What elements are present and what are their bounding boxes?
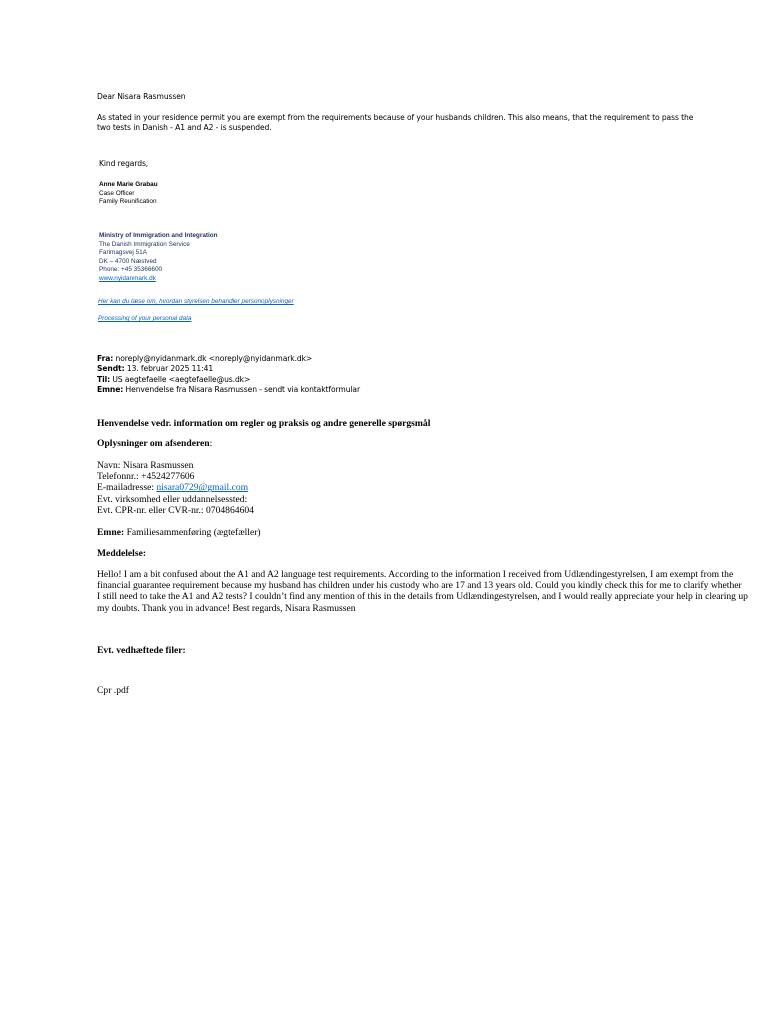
privacy-link-english[interactable]: Processing of your personal data bbox=[98, 315, 192, 322]
reply-body-line: two tests in Danish - A1 and A2 - is suspended. bbox=[97, 123, 272, 133]
header-subject bbox=[97, 385, 360, 395]
header-to-value: US aegtefaelle <aegtefaelle@us.dk> bbox=[110, 374, 251, 384]
signature-phone: Phone: +45 35366600 bbox=[99, 266, 163, 274]
header-sent-value: 13. februar 2025 11:41 bbox=[124, 364, 214, 374]
message-label: Meddelelse: bbox=[97, 548, 147, 559]
signature-ministry: Ministry of Immigration and Integration bbox=[99, 232, 218, 239]
sender-heading-label: Oplysninger om afsenderen bbox=[97, 438, 210, 449]
sender-email bbox=[97, 482, 254, 493]
signature-person bbox=[99, 181, 158, 207]
closing: Kind regards, bbox=[99, 159, 149, 168]
sender-email-label: E-mailadresse: bbox=[97, 482, 157, 494]
form-subject-value: Familiesammenføring (ægtefæller) bbox=[124, 527, 261, 538]
message-line: I still need to take the A1 and A2 tests? I couldn’t find any mention of this in the details from Udlændingestyrelsen, and I would really appreciate your help in clearing up bbox=[97, 591, 748, 603]
signature-street: Farimagsvej 51A bbox=[99, 249, 147, 257]
header-sent-label: Sendt: bbox=[97, 364, 125, 374]
reply-body bbox=[97, 113, 693, 134]
sender-company: Evt. virksomhed eller uddannelsessted: bbox=[97, 493, 248, 505]
signature-city: DK – 4700 Næstved bbox=[99, 257, 157, 265]
attachment-file[interactable]: Cpr .pdf bbox=[97, 685, 129, 696]
sender-details bbox=[97, 460, 254, 516]
website-link[interactable]: www.nyidanmark.dk bbox=[99, 274, 156, 282]
signature-ministry-block bbox=[99, 232, 218, 284]
header-to bbox=[97, 375, 360, 385]
privacy-link-danish[interactable]: Her kan du læse om, hvordan styrelsen behandler personoplysninger bbox=[98, 298, 294, 305]
signature-department: Family Reunification bbox=[99, 198, 157, 206]
sender-email-link[interactable]: nisara0729@gmail.com bbox=[156, 482, 249, 494]
header-subject-value: Henvendelse fra Nisara Rasmussen - sendt via kontaktformular bbox=[123, 384, 360, 394]
header-subject-label: Emne: bbox=[97, 384, 124, 394]
message-line: Hello! I am a bit confused about the A1 and A2 language test requirements. According to the information I received from Udlændingestyrelsen, I am exempt from the bbox=[97, 569, 734, 580]
header-from bbox=[97, 354, 360, 364]
reply-body-line: As stated in your residence permit you are exempt from the requirements because of your husbands children. This also means, that the requirement to pass the bbox=[97, 113, 694, 122]
sender-heading bbox=[97, 438, 212, 449]
form-subject bbox=[97, 527, 261, 538]
form-subject-label: Emne: bbox=[97, 527, 125, 538]
sender-cpr: Evt. CPR-nr. eller CVR-nr.: 0704864604 bbox=[97, 504, 254, 516]
header-sent bbox=[97, 364, 360, 374]
sender-phone: Telefonnr.: +4524277606 bbox=[97, 471, 195, 483]
form-heading: Henvendelse vedr. information om regler og praksis og andre generelle spørgsmål bbox=[97, 418, 431, 429]
message-line: my doubts. Thank you in advance! Best regards, Nisara Rasmussen bbox=[97, 602, 356, 614]
email-header bbox=[97, 354, 360, 395]
message-line: financial guarantee requirement because my husband has children under his custody who are 17 and 13 years old. Could you kindly check this for me to clarify whether bbox=[97, 580, 742, 592]
signature-title: Case Officer bbox=[99, 189, 135, 197]
attachments-label: Evt. vedhæftede filer: bbox=[97, 645, 186, 656]
sender-heading-colon: : bbox=[209, 438, 213, 449]
signature-name: Anne Marie Grabau bbox=[99, 181, 158, 188]
greeting: Dear Nisara Rasmussen bbox=[97, 92, 186, 101]
message-body bbox=[97, 569, 748, 614]
header-to-label: Til: bbox=[97, 374, 111, 384]
header-from-label: Fra: bbox=[97, 354, 114, 363]
header-from-value: noreply@nyidanmark.dk <noreply@nyidanmark.dk> bbox=[113, 354, 313, 363]
sender-name: Navn: Nisara Rasmussen bbox=[97, 460, 194, 471]
signature-agency: The Danish Immigration Service bbox=[99, 240, 190, 248]
